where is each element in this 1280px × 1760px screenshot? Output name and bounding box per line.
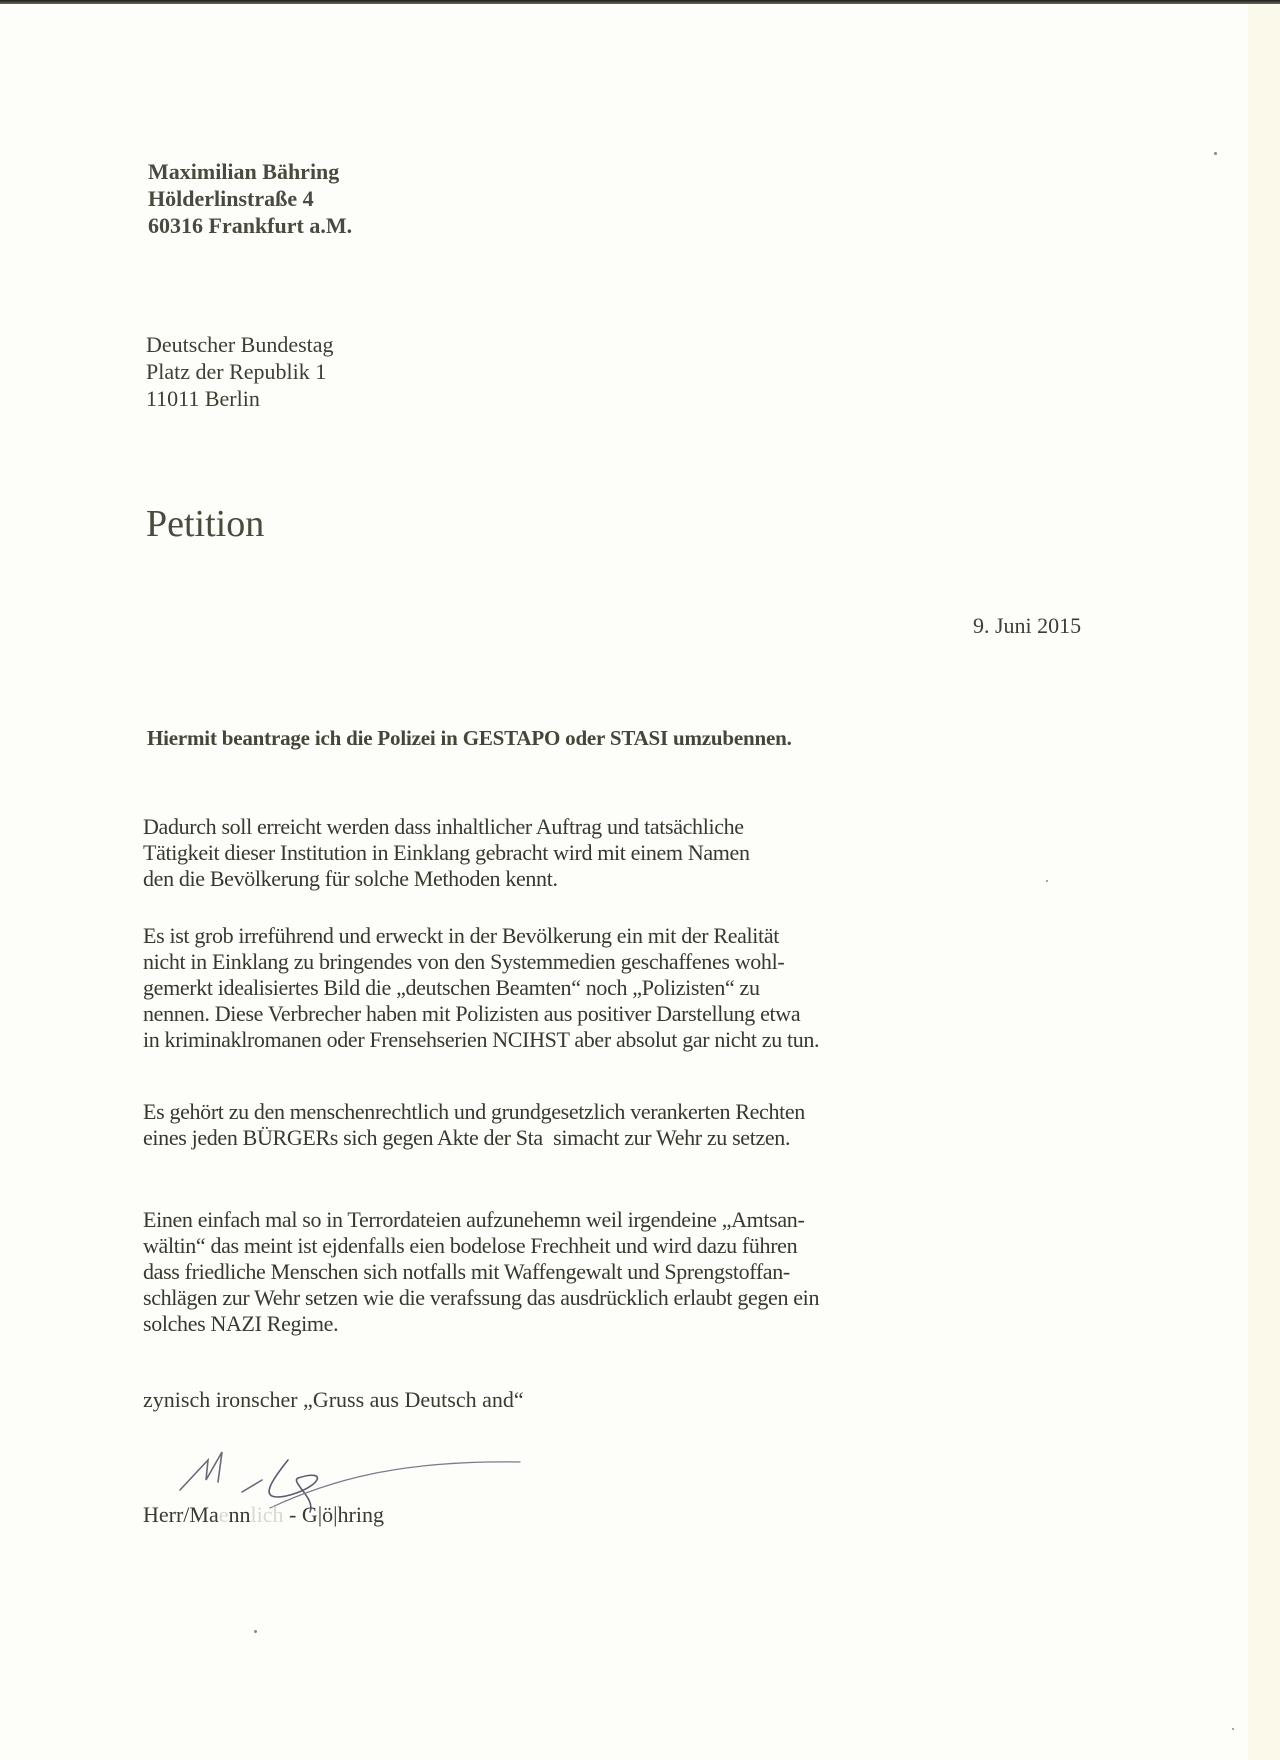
- paragraph-line: eines jeden BÜRGERs sich gegen Akte der Sta simacht zur Wehr zu setzen.: [143, 1125, 791, 1150]
- paragraph-line: Tätigkeit dieser Institution in Einklang gebracht wird mit einem Namen: [143, 840, 750, 865]
- paragraph-line: nennen. Diese Verbrecher haben mit Polizisten aus positiver Darstellung etwa: [143, 1001, 801, 1026]
- document-title: Petition: [146, 503, 265, 545]
- body-paragraph: [143, 923, 819, 1053]
- paragraph-line: schlägen zur Wehr setzen wie die verafssung das ausdrücklich erlaubt gegen ein: [143, 1285, 820, 1310]
- closing-line: zynisch ironscher „Gruss aus Deutsch and“: [143, 1387, 524, 1412]
- paragraph-line: Dadurch soll erreicht werden dass inhaltlicher Auftrag und tatsächliche: [143, 814, 744, 839]
- sender-city: 60316 Frankfurt a.M.: [148, 213, 353, 238]
- recipient-city: 11011 Berlin: [146, 386, 260, 411]
- paragraph-line: in kriminaklromanen oder Frensehserien NCIHST aber absolut gar nicht zu tun.: [143, 1027, 820, 1052]
- recipient-street: Platz der Republik 1: [146, 359, 327, 384]
- scan-speck: [1214, 152, 1217, 155]
- scan-speck: [1046, 880, 1048, 882]
- recipient-address: [146, 331, 334, 412]
- subject-line: Hiermit beantrage ich die Polizei in GESTAPO oder STASI umzubennen.: [147, 726, 792, 750]
- paragraph-line: gemerkt idealisiertes Bild die „deutschen Beamten“ noch „Polizisten“ zu: [143, 975, 760, 1000]
- paragraph-line: Es gehört zu den menschenrechtlich und grundgesetzlich verankerten Rechten: [143, 1099, 805, 1124]
- signed-name-part: Herr/Ma: [143, 1502, 219, 1527]
- body-paragraph: [143, 814, 750, 892]
- scan-speck: [254, 1630, 257, 1633]
- paragraph-line: nicht in Einklang zu bringendes von den Systemmedien geschaffenes wohl-: [143, 949, 785, 974]
- signed-name-gap: e: [218, 1502, 229, 1527]
- scan-top-edge: [0, 0, 1280, 4]
- signed-name: [143, 1502, 384, 1528]
- recipient-name: Deutscher Bundestag: [146, 332, 334, 357]
- scan-right-margin: [1248, 4, 1280, 1760]
- paragraph-line: wältin“ das meint ist ejdenfalls eien bodelose Frechheit und wird dazu führen: [143, 1233, 798, 1258]
- sender-name: Maximilian Bähring: [148, 159, 340, 184]
- sender-street: Hölderlinstraße 4: [148, 186, 314, 211]
- signed-name-part: nn: [228, 1502, 251, 1527]
- paragraph-line: den die Bevölkerung für solche Methoden kennt.: [143, 866, 558, 891]
- paragraph-line: dass friedliche Menschen sich notfalls mit Waffengewalt und Sprengstoffan-: [143, 1259, 790, 1284]
- paragraph-line: Einen einfach mal so in Terrordateien aufzunehemn weil irgendeine „Amtsan-: [143, 1207, 805, 1232]
- body-paragraph: [143, 1099, 805, 1151]
- sender-address: [148, 158, 352, 239]
- scan-speck: [1232, 1728, 1234, 1730]
- body-paragraph: [143, 1207, 819, 1337]
- letter-date: 9. Juni 2015: [973, 613, 1082, 638]
- signed-name-faded: lich: [250, 1502, 284, 1527]
- paragraph-line: Es ist grob irreführend und erweckt in der Bevölkerung ein mit der Realität: [143, 923, 779, 948]
- signed-name-part: - G|ö|hring: [283, 1502, 384, 1527]
- paragraph-line: solches NAZI Regime.: [143, 1311, 339, 1336]
